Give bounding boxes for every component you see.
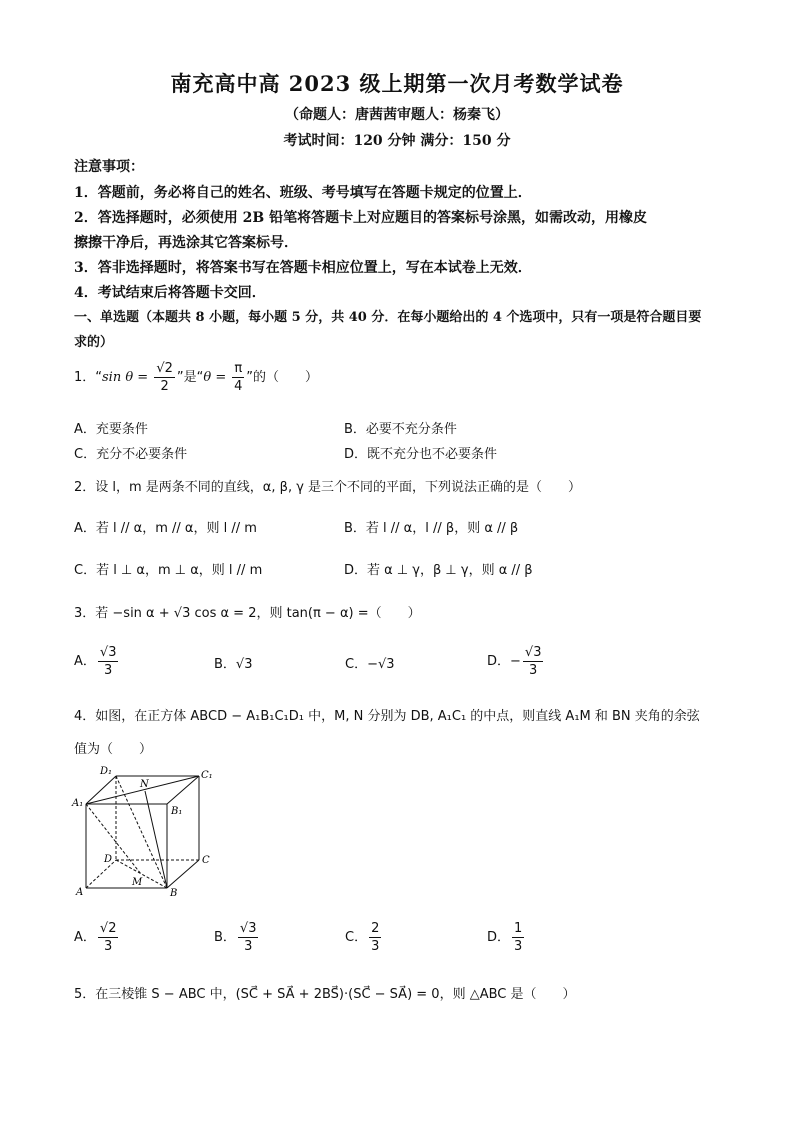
q2-option-d: D．若 α ⊥ γ，β ⊥ γ，则 α // β xyxy=(344,563,533,578)
label-d1: D₁ xyxy=(100,766,113,777)
q3-option-a: A． $\frac{√3}{3}$ xyxy=(74,645,117,678)
q2-option-c: C．若 l ⊥ α，m ⊥ α，则 l // m xyxy=(74,563,263,578)
label-m: M xyxy=(132,877,143,888)
q3-option-b: B．√3 xyxy=(214,657,253,672)
exam-time-info: 考试时间：120 分钟 满分：150 分 xyxy=(283,133,511,149)
section-heading: 一、单选题（本题共 8 小题，每小题 5 分，共 40 分．在每小题给出的 4 个选项中，只有一项是符合题目要 xyxy=(74,310,702,325)
label-d: D xyxy=(104,854,113,865)
question-4-stem-cont: 值为（ ） xyxy=(74,742,153,757)
question-4-stem: 4．如图，在正方体 ABCD − A₁B₁C₁D₁ 中，M, N 分别为 DB, A₁C₁ 的中点，则直线 A₁M 和 BN 夹角的余弦 xyxy=(74,709,700,724)
cube-figure xyxy=(70,764,220,899)
q4-option-b: B． $\frac{√3}{3}$ xyxy=(214,921,257,954)
segment-nb xyxy=(145,791,167,888)
fraction: $\frac{√2}{2}$ xyxy=(156,361,173,394)
section-heading-cont: 求的） xyxy=(74,335,114,350)
q2-option-a: A．若 l // α，m // α，则 l // m xyxy=(74,521,257,536)
q1-option-a: A．充要条件 xyxy=(74,422,148,437)
label-c1: C₁ xyxy=(201,770,213,781)
q1-option-d: D．既不充分也不必要条件 xyxy=(344,447,498,462)
page-title: 南充高中高 2023 级上期第一次月考数学试卷 xyxy=(170,71,624,96)
note-item: 1．答题前，务必将自己的姓名、班级、考号填写在答题卡规定的位置上． xyxy=(74,185,532,201)
label-n: N xyxy=(140,779,149,790)
fraction: $\frac{\pi}{4}$ xyxy=(234,361,243,394)
q2-option-b: B．若 l // α，l // β，则 α // β xyxy=(344,521,519,536)
question-2-stem: 2．设 l，m 是两条不同的直线，α, β, γ 是三个不同的平面，下列说法正确的是（ ） xyxy=(74,480,582,495)
q3-option-c: C．−√3 xyxy=(345,657,395,672)
hidden-segment-a1m xyxy=(86,804,141,874)
note-item: 3．答非选择题时，将答案书写在答题卡相应位置上，写在本试卷上无效． xyxy=(74,260,532,276)
q4-option-d: D． $\frac{1}{3}$ xyxy=(487,921,523,954)
label-b: B xyxy=(170,888,178,899)
question-5-stem: 5．在三棱锥 S − ABC 中，(SC⃗ + SA⃗ + 2BS⃗)·(SC⃗ − SA⃗) = 0，则 △ABC 是（ ） xyxy=(74,987,576,1002)
q4-option-c: C． $\frac{2}{3}$ xyxy=(345,921,380,954)
edge-bc xyxy=(167,860,199,888)
exam-authors: （命题人：唐茜茜审题人：杨秦飞） xyxy=(285,107,509,123)
q3-option-d: D．− $\frac{√3}{3}$ xyxy=(487,645,542,678)
hidden-segment-d1b xyxy=(116,776,167,888)
question-1-stem: 1．“sin θ = $\frac{√2}{2}$ ”是“θ = $\frac{\pi}{4}$ ”的（ ） xyxy=(74,361,318,394)
label-a: A xyxy=(76,887,84,898)
question-3-stem: 3．若 −sin α + √3 cos α = 2，则 tan(π − α) =（ ） xyxy=(74,606,421,621)
note-item: 2．答选择题时，必须使用 2B 铅笔将答题卡上对应题目的答案标号涂黑，如需改动，用橡皮 xyxy=(74,210,648,226)
label-c: C xyxy=(202,855,210,866)
label-b1: B₁ xyxy=(171,806,183,817)
q1-option-b: B．必要不充分条件 xyxy=(344,422,457,437)
q1-option-c: C．充分不必要条件 xyxy=(74,447,188,462)
q4-option-a: A． $\frac{√2}{3}$ xyxy=(74,921,117,954)
note-item: 擦擦干净后，再选涂其它答案标号． xyxy=(74,235,298,251)
notes-heading: 注意事项： xyxy=(74,159,144,175)
note-item: 4．考试结束后将答题卡交回． xyxy=(74,285,266,301)
label-a1: A₁ xyxy=(72,798,84,809)
